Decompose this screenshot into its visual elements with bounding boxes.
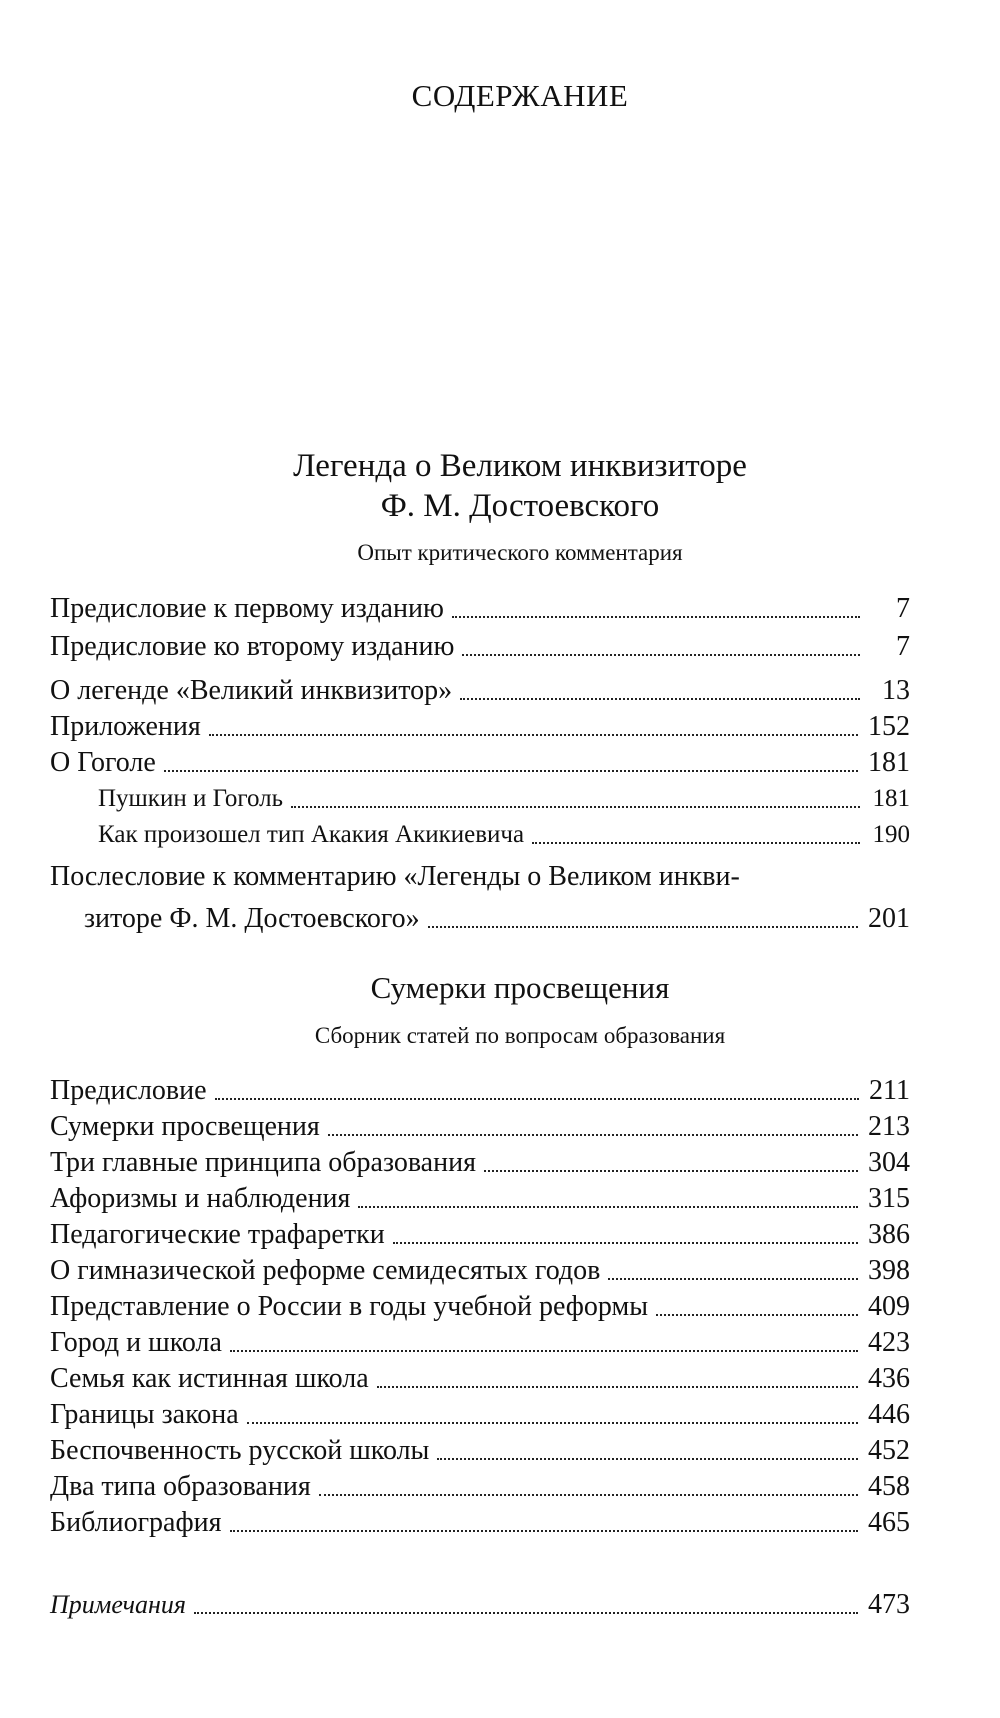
leader-dots [484, 1170, 858, 1172]
toc-entry-page: 465 [868, 1507, 910, 1538]
toc-entry-label: Пушкин и Гоголь [98, 785, 284, 812]
toc-entry-label: Три главные принципа образования [50, 1147, 476, 1178]
leader-dots [230, 1350, 858, 1352]
part2-subtitle: Сборник статей по вопросам образования [314, 1023, 726, 1048]
toc-entry-label: Представление о России в годы учебной реформы [50, 1291, 649, 1322]
toc-entry[interactable] [50, 1322, 910, 1360]
toc-entry-label: Примечания [50, 1590, 186, 1619]
toc-entry-label: Приложения [50, 711, 201, 742]
leader-dots [209, 734, 858, 736]
toc-entry-notes[interactable] [50, 1584, 910, 1622]
leader-dots [393, 1242, 858, 1244]
toc-entry-page: 201 [868, 903, 910, 934]
toc-entry-page: 473 [868, 1589, 910, 1620]
toc-entry[interactable] [50, 1502, 910, 1540]
leader-dots [230, 1530, 859, 1532]
toc-entry-page: 211 [869, 1075, 910, 1106]
toc-entry-page: 452 [868, 1435, 910, 1466]
leader-dots [428, 926, 858, 928]
page-title: СОДЕРЖАНИЕ [411, 78, 629, 113]
toc-entry[interactable] [50, 1250, 910, 1288]
toc-entry-label: Педагогические трафаретки [50, 1219, 385, 1250]
toc-entry[interactable] [50, 706, 910, 744]
toc-entry-page: 190 [872, 821, 910, 848]
toc-entry-page: 13 [882, 675, 910, 706]
part1-subtitle: Опыт критического комментария [357, 540, 683, 565]
toc-entry-page: 7 [896, 631, 910, 662]
leader-dots [437, 1458, 858, 1460]
leader-dots [656, 1314, 858, 1316]
toc-entry-label-line1: Послесловие к комментарию «Легенды о Великом инкви- [50, 861, 740, 892]
toc-entry-page: 7 [896, 593, 910, 624]
toc-entry[interactable] [50, 670, 910, 708]
leader-dots [377, 1386, 858, 1388]
toc-entry-label-line2: зиторе Ф. М. Достоевского» [84, 903, 420, 934]
toc-entry-label: Предисловие ко второму изданию [50, 631, 455, 662]
toc-entry-page: 152 [868, 711, 910, 742]
toc-entry[interactable] [50, 1394, 910, 1432]
toc-entry-page: 398 [868, 1255, 910, 1286]
toc-entry-page: 423 [868, 1327, 910, 1358]
part1-title-line1: Легенда о Великом инквизиторе [293, 448, 747, 484]
toc-entry-label: Предисловие [50, 1075, 207, 1106]
toc-entry-label: Предисловие к первому изданию [50, 593, 444, 624]
toc-entry-page: 304 [868, 1147, 910, 1178]
toc-entry-label: О гимназической реформе семидесятых годов [50, 1255, 601, 1286]
leader-dots [462, 654, 860, 656]
toc-entry[interactable] [50, 1358, 910, 1396]
part1-title-line2: Ф. М. Достоевского [380, 488, 660, 524]
toc-entry[interactable] [50, 742, 910, 780]
toc-entry-page: 436 [868, 1363, 910, 1394]
toc-entry-page: 315 [868, 1183, 910, 1214]
toc-entry[interactable] [50, 1178, 910, 1216]
toc-entry-label: Семья как истинная школа [50, 1363, 369, 1394]
leader-dots [452, 616, 860, 618]
leader-dots [532, 842, 860, 844]
toc-entry-label: О Гоголе [50, 747, 156, 778]
toc-entry-page: 386 [868, 1219, 910, 1250]
toc-entry[interactable] [50, 1466, 910, 1504]
toc-entry-label: Границы закона [50, 1399, 239, 1430]
toc-entry-label: Город и школа [50, 1327, 222, 1358]
toc-entry-label: Библиография [50, 1507, 222, 1538]
leader-dots [328, 1134, 858, 1136]
toc-entry-label: Беспочвенность русской школы [50, 1435, 430, 1466]
toc-entry[interactable] [50, 1286, 910, 1324]
toc-subentry[interactable] [98, 778, 910, 816]
leader-dots [215, 1098, 859, 1100]
toc-entry-page: 181 [872, 785, 910, 812]
toc-entry[interactable] [50, 1430, 910, 1468]
toc-entry-page: 446 [868, 1399, 910, 1430]
toc-entry-page: 409 [868, 1291, 910, 1322]
toc-subentry[interactable] [98, 814, 910, 852]
toc-entry[interactable] [50, 1214, 910, 1252]
leader-dots [358, 1206, 858, 1208]
toc-entry-page: 213 [868, 1111, 910, 1142]
leader-dots [608, 1278, 858, 1280]
toc-entry-label: Два типа образования [50, 1471, 311, 1502]
toc-entry-label: Сумерки просвещения [50, 1111, 320, 1142]
toc-entry[interactable] [50, 1142, 910, 1180]
toc-entry[interactable] [50, 626, 910, 664]
leader-dots [291, 806, 860, 808]
leader-dots [319, 1494, 858, 1496]
leader-dots [194, 1612, 858, 1614]
toc-entry[interactable] [50, 588, 910, 626]
toc-entry-label: Афоризмы и наблюдения [50, 1183, 351, 1214]
toc-entry-page: 458 [868, 1471, 910, 1502]
leader-dots [247, 1422, 858, 1424]
toc-entry-page: 181 [868, 747, 910, 778]
toc-entry-label: О легенде «Великий инквизитор» [50, 675, 453, 706]
toc-entry-label: Как произошел тип Акакия Акикиевича [98, 821, 525, 848]
toc-entry[interactable] [50, 1106, 910, 1144]
toc-entry-afterword[interactable] [50, 860, 910, 936]
leader-dots [164, 770, 858, 772]
leader-dots [460, 698, 860, 700]
toc-entry[interactable] [50, 1070, 910, 1108]
part2-title: Сумерки просвещения [370, 970, 670, 1005]
